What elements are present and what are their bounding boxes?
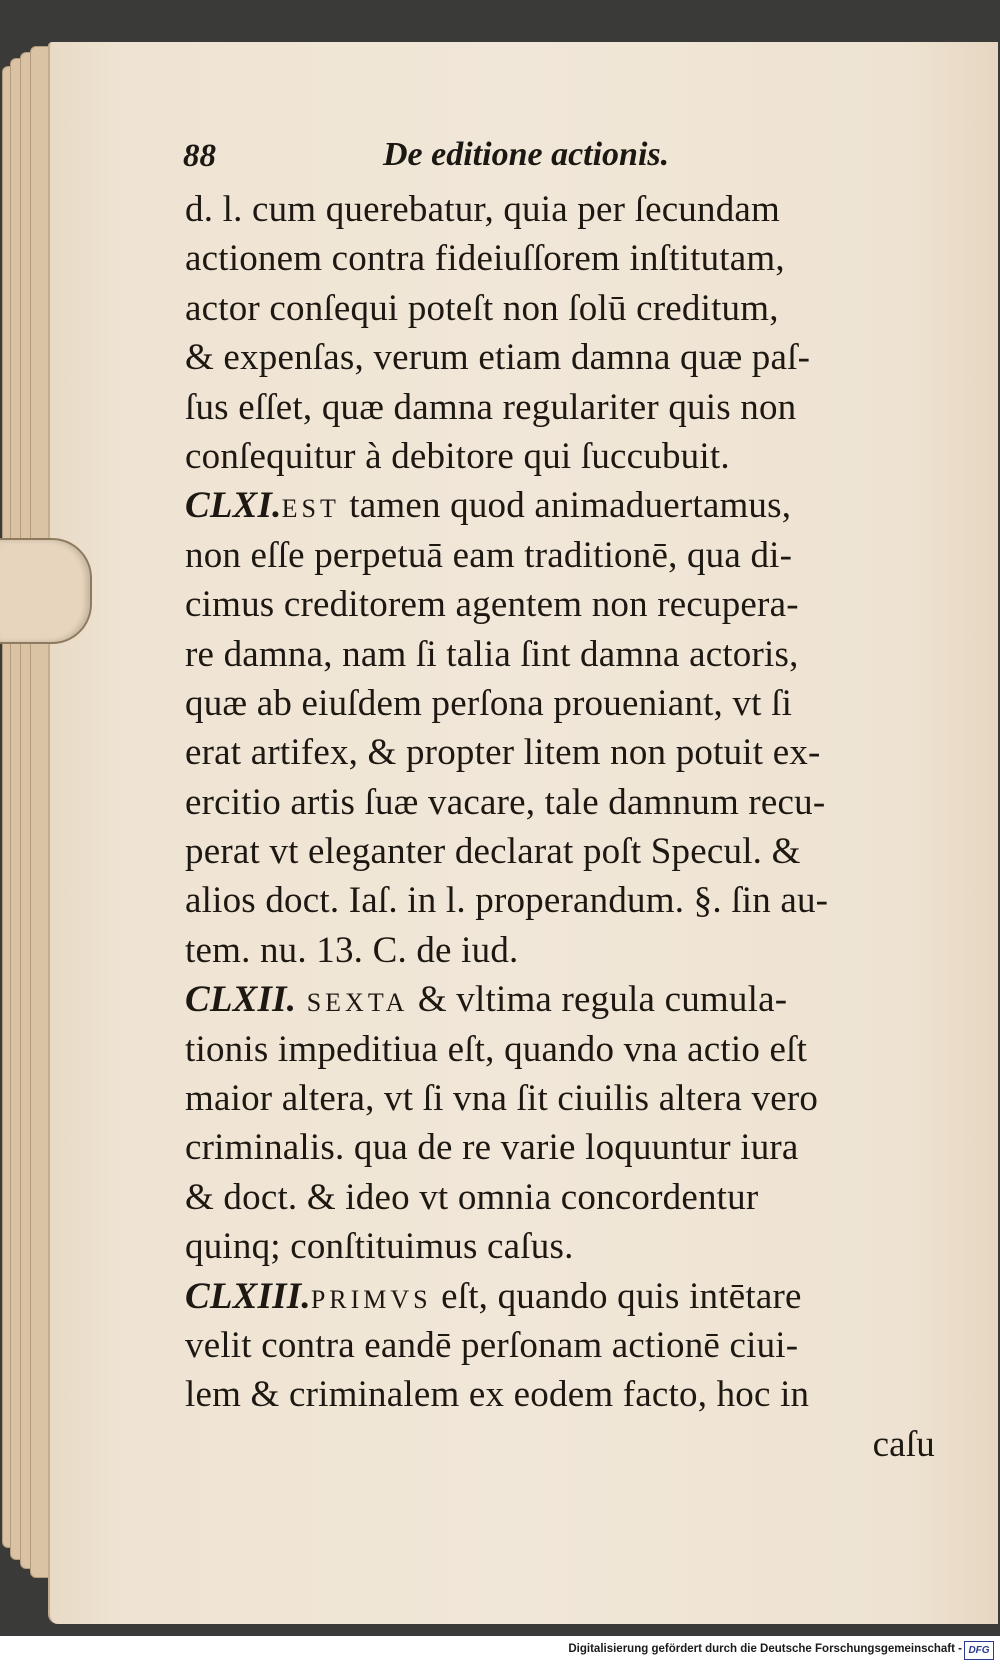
text-segment: tem. nu. 13. C. de iud.: [185, 929, 519, 971]
text-line: [185, 481, 945, 530]
text-segment: ſus eſſet, quæ damna regulariter quis non: [185, 386, 797, 428]
funding-credit: Digitalisierung gefördert durch die Deutsche Forschungsgemeinschaft -: [568, 1643, 962, 1655]
text-segment: maior altera, vt ſi vna ſit ciuilis altera vero: [185, 1078, 819, 1120]
text-line: [185, 630, 945, 679]
text-segment: & vltima regula cumula-: [408, 979, 788, 1021]
text-segment: conſequitur à debitore qui ſuccubuit.: [185, 435, 730, 477]
text-line: [185, 778, 945, 827]
text-line: [185, 432, 945, 481]
text-segment: tamen quod animaduertamus,: [339, 485, 792, 527]
section-number: CLXI.: [185, 485, 282, 527]
text-segment: ercitio artis ſuæ vacare, tale damnum recu-: [185, 781, 826, 823]
text-segment: non eſſe perpetuā eam traditionē, qua di-: [185, 534, 793, 576]
text-segment: d. l. cum querebatur, quia per ſecundam: [185, 189, 781, 230]
text-segment: quæ ab eiuſdem perſona proueniant, vt ſi: [185, 682, 793, 724]
text-segment: erat artifex, & propter litem non potuit ex-: [185, 732, 821, 774]
text-line: [185, 580, 945, 629]
body-text: [185, 185, 945, 1469]
text-line: [185, 234, 945, 283]
text-line: [185, 333, 945, 382]
text-line: [185, 185, 945, 234]
text-line: [185, 827, 945, 876]
text-segment: criminalis. qua de re varie loquuntur iura: [185, 1127, 799, 1169]
catchword: caſu: [872, 1423, 935, 1465]
text-segment: velit contra eandē perſonam actionē ciui-: [185, 1324, 799, 1366]
text-segment: lem & criminalem ex eodem facto, hoc in: [185, 1374, 810, 1416]
text-segment: actionem contra fideiuſſorem inſtitutam,: [185, 238, 785, 280]
running-head: De editione actionis.: [383, 136, 670, 173]
text-line: [185, 1321, 945, 1370]
text-segment: actor conſequi poteſt non ſolū creditum,: [185, 287, 779, 329]
small-caps-word: PRIMVS: [310, 1284, 432, 1314]
text-line: [185, 679, 945, 728]
text-segment: re damna, nam ſi talia ſint damna actoris,: [185, 633, 799, 675]
text-line: [185, 1370, 945, 1419]
text-line: [185, 1074, 945, 1123]
dfg-logo: DFG: [964, 1641, 994, 1660]
text-line: [185, 728, 945, 777]
small-caps-word: EST: [281, 494, 340, 524]
text-line: [185, 1222, 945, 1271]
text-segment: perat vt eleganter declarat poſt Specul. &: [185, 831, 801, 873]
text-line: [185, 876, 945, 925]
digitization-footer: [0, 1636, 1000, 1665]
text-line: [185, 1272, 945, 1321]
text-segment: alios doct. Iaſ. in l. properandum. §. ſin au-: [185, 880, 829, 922]
text-line: [185, 1173, 945, 1222]
text-line: [185, 926, 945, 975]
text-segment: cimus creditorem agentem non recupera-: [185, 584, 799, 626]
page-number: 88: [183, 138, 216, 174]
page-header: [183, 130, 703, 180]
text-line: [185, 975, 945, 1024]
text-line: [185, 383, 945, 432]
text-line: [185, 1025, 945, 1074]
text-segment: & doct. & ideo vt omnia concordentur: [185, 1176, 759, 1218]
section-number: CLXII.: [185, 979, 297, 1021]
section-number: CLXIII.: [185, 1275, 311, 1317]
text-line: [185, 531, 945, 580]
text-line: [185, 284, 945, 333]
text-segment: quinq; conſtituimus caſus.: [185, 1226, 574, 1268]
small-caps-word: SEXTA: [296, 988, 409, 1018]
book-clasp: [0, 538, 92, 644]
text-segment: eſt, quando quis intētare: [431, 1275, 802, 1317]
text-segment: & expenſas, verum etiam damna quæ paſ-: [185, 337, 811, 379]
text-segment: tionis impeditiua eſt, quando vna actio eſt: [185, 1028, 808, 1070]
text-line: [185, 1123, 945, 1172]
